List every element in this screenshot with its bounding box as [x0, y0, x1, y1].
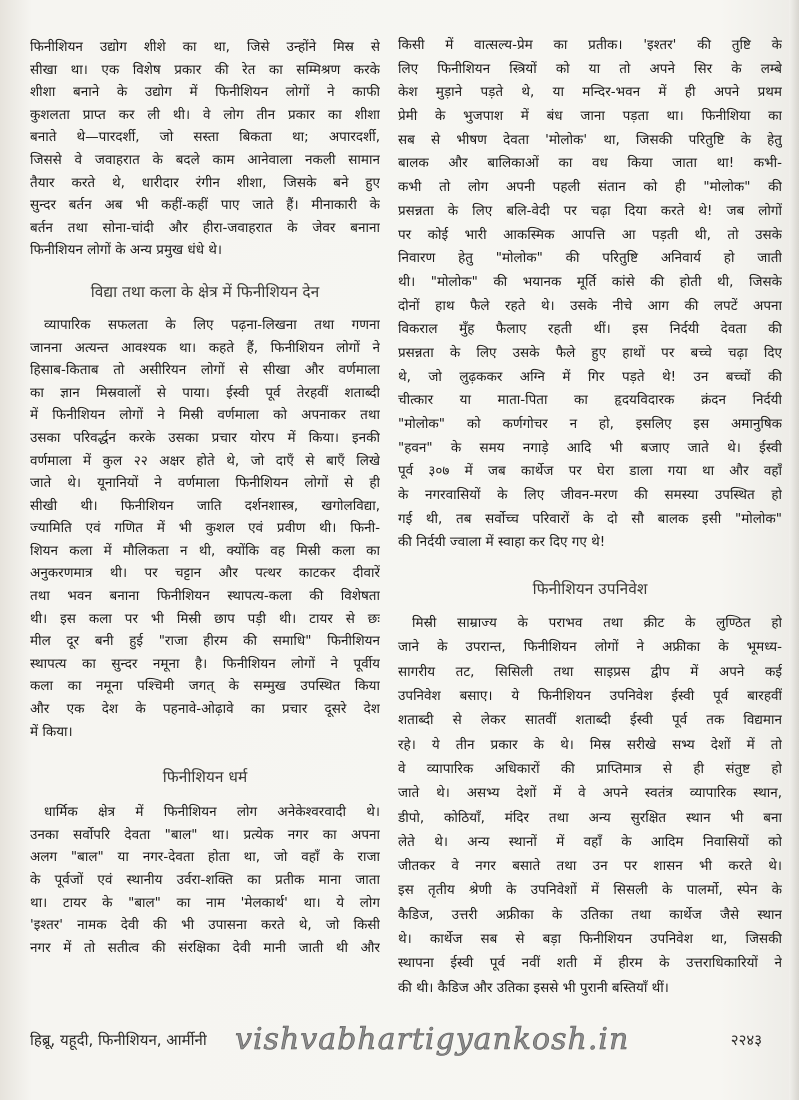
page-edge	[789, 0, 799, 1100]
text-line: मील दूर बनी हुई "राजा हीरम की समाधि" फिनीशियन	[30, 633, 380, 650]
text-line: तथा भवन बनाना फिनीशियन स्थापत्य-कला की विशेषता	[30, 588, 380, 605]
text-line: लेते थे। अन्य स्थानों में वहाँ के आदिम निवासियों को	[398, 833, 782, 850]
text-line: के नगरवासियों के लिए जीवन-मरण की समस्या उपस्थित हो	[398, 487, 782, 504]
watermark: vishvabhartigyankosh.in	[235, 1022, 630, 1057]
section-heading-religion: फिनीशियन धर्म	[162, 768, 248, 787]
text-line: थे। कार्थेज सब से बड़ा फिनीशियन उपनिवेश था, जिसकी	[398, 930, 782, 947]
paragraph-moloch	[398, 34, 782, 555]
text-line: प्रसन्नता के लिए बलि-वेदी पर चढ़ा दिया करते थे! जब लोगों	[398, 202, 782, 219]
text-line: की थी। कैडिज और उतिका इससे भी पुरानी बस्तियाँ थीं।	[398, 979, 669, 996]
paragraph-education-art	[30, 314, 380, 743]
text-line: का ज्ञान मिस्रवालों से पाया। ईस्वी पूर्व तेरहवीं शताब्दी	[30, 384, 380, 401]
text-line: वर्णमाला में कुल २२ अक्षर होते थे, जो दाएँ से बाएँ लिखे	[30, 452, 380, 469]
page-footer	[30, 1022, 782, 1057]
text-line: चीत्कार या माता-पिता का हृदयविदारक क्रंदन निर्दयी	[398, 392, 782, 409]
text-line: वे व्यापारिक अधिकारों की प्राप्तिमात्र से ही संतुष्ट हो	[398, 760, 782, 777]
text-line: हिसाब-किताब तो असीरियन लोगों से सीखा और वर्णमाला	[30, 362, 380, 379]
text-line: और एक देश के पहनावे-ओढ़ावे का प्रचार दूसरे देश	[30, 701, 380, 718]
text-line: शीशा बनाने के उद्योग में फिनीशियन लोगों ने काफी	[30, 84, 380, 101]
text-line: इस तृतीय श्रेणी के उपनिवेशों में सिसली के पालर्मो, स्पेन के	[398, 882, 782, 899]
text-line: जाने के उपरान्त, फिनीशियन लोगों ने अफ्रीका के भूमध्य-	[398, 639, 782, 656]
text-line: सुन्दर बर्तन अब भी कहीं-कहीं पाए जाते हैं। मीनाकारी के	[30, 197, 380, 214]
text-line: सीखी थी। फिनीशियन जाति दर्शनशास्त्र, खगोलविद्या,	[30, 497, 380, 514]
text-line: स्थापत्य का सुन्दर नमूना है। फिनीशियन लोगों ने पूर्वीय	[30, 655, 380, 672]
text-line: रहे। ये तीन प्रकार के थे। मिस्र सरीखे सभ्य देशों में तो	[398, 736, 782, 753]
text-line: अलग "बाल" या नगर-देवता होता था, जो वहाँ के राजा	[30, 849, 380, 866]
text-line: था। टायर के "बाल" का नाम 'मेलकार्थ' था। ये लोग	[30, 894, 380, 911]
text-line: डीपो, कोठियाँ, मंदिर तथा अन्य सुरक्षित स्थान भी बना	[398, 809, 782, 826]
text-line: उनका सर्वोपरि देवता "बाल" था। प्रत्येक नगर का अपना	[30, 826, 380, 843]
text-line: की निर्दयी ज्वाला में स्वाहा कर दिए गए थे!	[398, 534, 606, 551]
text-line: शताब्दी से लेकर सातवीं शताब्दी ईस्वी पूर्व तक विद्यमान	[398, 712, 782, 729]
text-line: उपनिवेश बसाए। ये फिनीशियन उपनिवेश ईस्वी पूर्व बारहवीं	[398, 688, 782, 705]
text-line: में किया।	[30, 723, 73, 740]
text-line: शियन कला में मौलिकता न थी, क्योंकि वह मिस्री कला का	[30, 542, 380, 559]
text-line: कैडिज, उत्तरी अफ्रीका के उतिका तथा कार्थेज जैसे स्थान	[398, 906, 782, 923]
text-line: तैयार करते थे, धारीदार रंगीन शीशा, जिसके बने हुए	[30, 174, 380, 191]
section-heading-education-art: विद्या तथा कला के क्षेत्र में फिनीशियन देन	[90, 282, 320, 301]
text-line: कुशलता प्राप्त कर ली थी। वे लोग तीन प्रकार का शीशा	[30, 106, 380, 123]
text-line: जानना अत्यन्त आवश्यक था। कहते हैं, फिनीशियन लोगों ने	[30, 339, 380, 356]
text-line: प्रसन्नता के लिए उसके फैले हुए हाथों पर बच्चे चढ़ा दिए	[398, 344, 782, 361]
text-line: फिनीशियन लोगों के अन्य प्रमुख धंधे थे।	[30, 242, 223, 259]
text-line: अनुकरणमात्र थी। पर चट्टान और पत्थर काटकर दीवारें	[30, 565, 380, 582]
text-line: फिनीशियन उद्योग शीशे का था, जिसे उन्होंने मिस्र से	[30, 39, 380, 55]
text-line: विकराल मुँह फैलाए रहती थीं। इस निर्दयी देवता की	[398, 321, 782, 338]
text-line: निवारण हेतु "मोलोक" की परितुष्टि अनिवार्य हो जाती	[398, 250, 782, 267]
text-line: जाते थे। यूनानियों ने वर्णमाला फिनीशियन लोगों से ही	[30, 475, 380, 492]
text-line: स्थापना ईस्वी पूर्व नवीं शती में हीरम के उत्तराधिकारियों ने	[398, 955, 782, 972]
text-line: जाते थे। असभ्य देशों में वे अपने स्वतंत्र व्यापारिक स्थान,	[398, 785, 782, 802]
text-line: कला का नमूना पश्चिमी जगत् के सम्मुख उपस्थित किया	[30, 678, 380, 695]
text-line: पर कोई भारी आकस्मिक आपत्ति आ पड़ती थी, तो उसके	[398, 226, 782, 243]
text-line: प्रेमी के भुजपाश में बंध जाना पड़ता था। फिनीशिया का	[398, 108, 782, 125]
text-line: लिए फिनीशियन स्त्रियों को या तो अपने सिर के लम्बे	[398, 60, 782, 77]
text-line: व्यापारिक सफलता के लिए पढ़ना-लिखना तथा गणना	[44, 316, 380, 333]
text-line: "मोलोक" को कर्णगोचर न हो, इसलिए इस अमानुषिक	[398, 416, 782, 432]
text-line: नगर में तो सतीत्व की संरक्षिका देवी मानी जाती थी और	[30, 939, 380, 956]
text-line: के पूर्वजों एवं स्थानीय उर्वरा-शक्ति का प्रतीक माना जाता	[30, 872, 380, 888]
text-line: कभी तो लोग अपनी पहली संतान को ही "मोलोक" की	[398, 179, 782, 196]
text-line: थे, जो लुढ़ककर अग्नि में गिर पड़ते थे! उन बच्चों की	[398, 368, 782, 385]
right-column	[398, 34, 782, 1000]
text-line: सीखा था। एक विशेष प्रकार की रेत का सम्मिश्रण करके	[30, 61, 380, 78]
text-line: बर्तन तथा सोना-चांदी और हीरा-जवाहरात के जेवर बनाना	[30, 219, 380, 236]
text-line: बनाते थे—पारदर्शी, जो सस्ता बिकता था; अपारदर्शी,	[30, 129, 380, 146]
running-head: हिब्रू, यहूदी, फिनीशियन, आर्मीनी	[30, 1031, 207, 1049]
paragraph-glass-industry	[30, 36, 380, 262]
text-line: सब से भीषण देवता 'मोलोक' था, जिसकी परितुष्टि के हेतु	[398, 131, 782, 148]
text-line: धार्मिक क्षेत्र में फिनीशियन लोग अनेकेश्वरवादी थे।	[44, 804, 380, 821]
paragraph-religion	[30, 801, 380, 959]
text-line: "हवन" के समय नगाड़े आदि भी बजाए जाते थे। ईस्वी	[398, 439, 782, 456]
section-heading-colonies: फिनीशियन उपनिवेश	[532, 580, 648, 599]
text-line: जिससे वे जवाहरात के बदले काम आनेवाला नकली सामान	[30, 151, 380, 168]
text-line: पूर्व ३०७ में जब कार्थेज पर घेरा डाला गया था और वहाँ	[398, 463, 782, 480]
text-line: दोनों हाथ फैले रहते थे। उसके नीचे आग की लपटें अपना	[398, 297, 782, 314]
left-column	[30, 36, 380, 959]
text-line: थी। इस कला पर भी मिस्री छाप पड़ी थी। टायर से छः	[30, 610, 380, 627]
text-line: 'इश्तर' नामक देवी की भी उपासना करते थे, जो किसी	[30, 917, 380, 934]
text-line: मिस्री साम्राज्य के पराभव तथा क्रीट के लुण्ठित हो	[412, 615, 782, 632]
text-line: बालक और बालिकाओं का वध किया जाता था! कभी-	[398, 155, 782, 172]
text-line: उसका परिवर्द्धन करके उसका प्रचार योरप में किया। इनकी	[30, 429, 380, 446]
paragraph-colonies	[398, 611, 782, 1000]
text-line: जीतकर वे नगर बसाते तथा उन पर शासन भी करते थे।	[398, 858, 782, 875]
page-number: २२४३	[730, 1031, 762, 1049]
text-line: ज्यामिति एवं गणित में भी कुशल एवं प्रवीण थी। फिनी-	[30, 520, 380, 537]
text-line: गई थी, तब सर्वोच्च परिवारों के दो सौ बालक इसी "मोलोक"	[398, 510, 782, 527]
text-line: में फिनीशियन लोगों ने मिस्री वर्णमाला को अपनाकर तथा	[30, 407, 380, 424]
text-line: थी। "मोलोक" की भयानक मूर्ति कांसे की होती थी, जिसके	[398, 273, 782, 290]
text-line: केश मुड़ाने पड़ते थे, या मन्दिर-भवन में ही अपने प्रथम	[398, 84, 782, 101]
text-line: सागरीय तट, सिसिली तथा साइप्रस द्वीप में अपने कई	[398, 663, 782, 680]
text-line: किसी में वात्सल्य-प्रेम का प्रतीक। 'इश्तर' की तुष्टि के	[398, 37, 782, 53]
